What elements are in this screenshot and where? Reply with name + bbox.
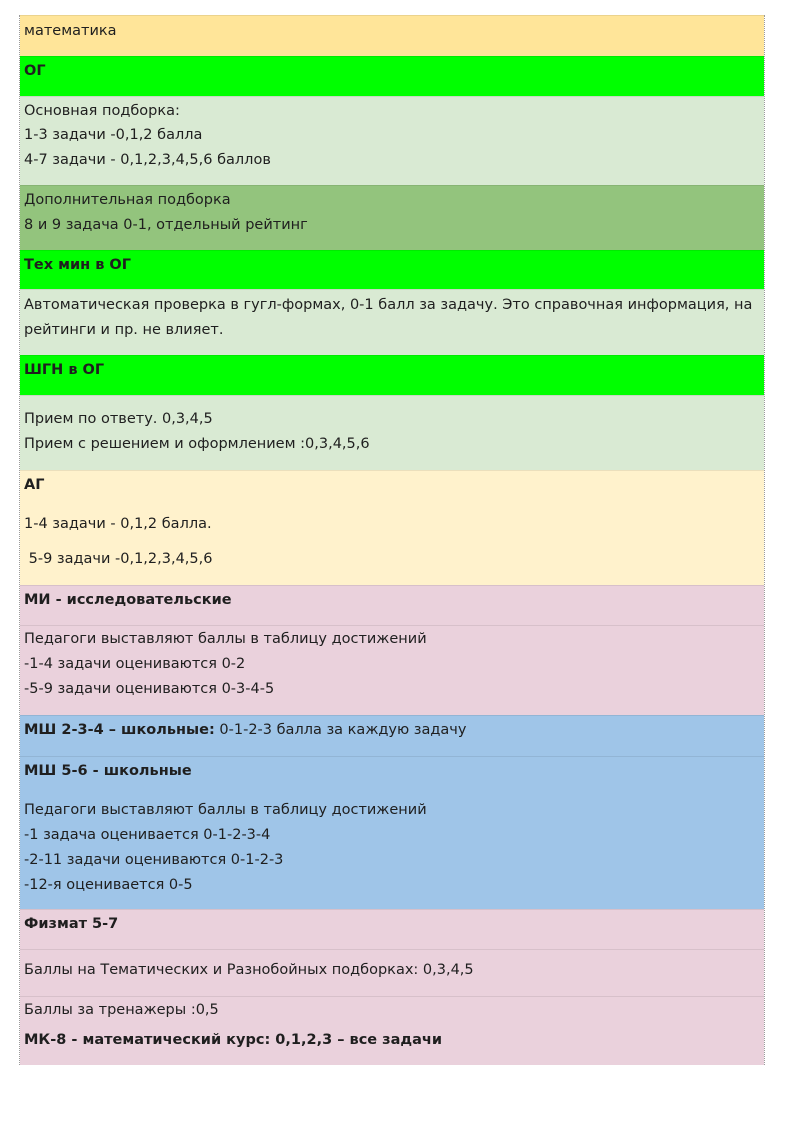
mk8-line: МК-8 - математический курс: 0,1,2,3 – все задачи xyxy=(24,1032,442,1048)
msh56-heading: МШ 5-6 - школьные xyxy=(24,763,192,779)
msh234-row xyxy=(20,715,764,756)
ag-heading: АГ xyxy=(24,477,45,493)
fizmat-extra-row xyxy=(20,996,764,1065)
mi-line-3: -5-9 задачи оцениваются 0-3-4-5 xyxy=(24,681,275,697)
og-extra-selection-row xyxy=(20,185,764,250)
fizmat-line-1: Баллы на Тематических и Разнобойных подборках: 0,3,4,5 xyxy=(24,962,474,978)
msh56-line-1: Педагоги выставляют баллы в таблицу достижений xyxy=(24,802,427,818)
fizmat-text-row xyxy=(20,949,764,996)
techmin-line-1: Автоматическая проверка в гугл-формах, 0-1 балл за задачу. Это справочная информация, на xyxy=(24,297,753,313)
main-selection-line-2: 4-7 задачи - 0,1,2,3,4,5,6 баллов xyxy=(24,152,271,168)
mi-heading: МИ - исследовательские xyxy=(24,592,232,608)
extra-selection-title: Дополнительная подборка xyxy=(24,192,231,208)
ag-row xyxy=(20,470,764,585)
msh56-row xyxy=(20,756,764,909)
mi-text-row xyxy=(20,625,764,715)
subject-label: математика xyxy=(24,23,117,39)
techmin-heading-row xyxy=(20,250,764,289)
ag-line-2: 5-9 задачи -0,1,2,3,4,5,6 xyxy=(24,551,213,567)
shgn-text-row xyxy=(20,395,764,470)
shgn-heading: ШГН в ОГ xyxy=(24,362,105,378)
fizmat-line-2: Баллы за тренажеры :0,5 xyxy=(24,1002,219,1018)
og-main-selection-row xyxy=(20,96,764,185)
ag-line-1: 1-4 задачи - 0,1,2 балла. xyxy=(24,516,212,532)
msh234-heading: МШ 2-3-4 – школьные: xyxy=(24,722,215,738)
fizmat-heading-row xyxy=(20,909,764,949)
subject-row xyxy=(20,15,764,56)
mi-heading-row xyxy=(20,585,764,625)
msh56-line-4: -12-я оценивается 0-5 xyxy=(24,877,193,893)
main-selection-title: Основная подборка: xyxy=(24,103,180,119)
shgn-heading-row xyxy=(20,355,764,395)
shgn-line-1: Прием по ответу. 0,3,4,5 xyxy=(24,411,213,427)
shgn-line-2: Прием с решением и оформлением :0,3,4,5,6 xyxy=(24,436,370,452)
msh234-text: 0-1-2-3 балла за каждую задачу xyxy=(214,722,467,738)
main-selection-line-1: 1-3 задачи -0,1,2 балла xyxy=(24,127,203,143)
techmin-line-2: рейтинги и пр. не влияет. xyxy=(24,322,224,338)
msh56-line-2: -1 задача оценивается 0-1-2-3-4 xyxy=(24,827,271,843)
og-heading-row xyxy=(20,56,764,96)
msh234-line xyxy=(24,720,466,740)
extra-selection-line-1: 8 и 9 задача 0-1, отдельный рейтинг xyxy=(24,217,308,233)
techmin-heading: Тех мин в ОГ xyxy=(24,257,131,273)
fizmat-heading: Физмат 5-7 xyxy=(24,916,119,932)
og-heading: ОГ xyxy=(24,63,46,79)
scoring-table xyxy=(19,15,765,1065)
msh56-line-3: -2-11 задачи оцениваются 0-1-2-3 xyxy=(24,852,284,868)
mi-line-2: -1-4 задачи оцениваются 0-2 xyxy=(24,656,246,672)
techmin-text-row xyxy=(20,289,764,355)
mi-line-1: Педагоги выставляют баллы в таблицу достижений xyxy=(24,631,427,647)
